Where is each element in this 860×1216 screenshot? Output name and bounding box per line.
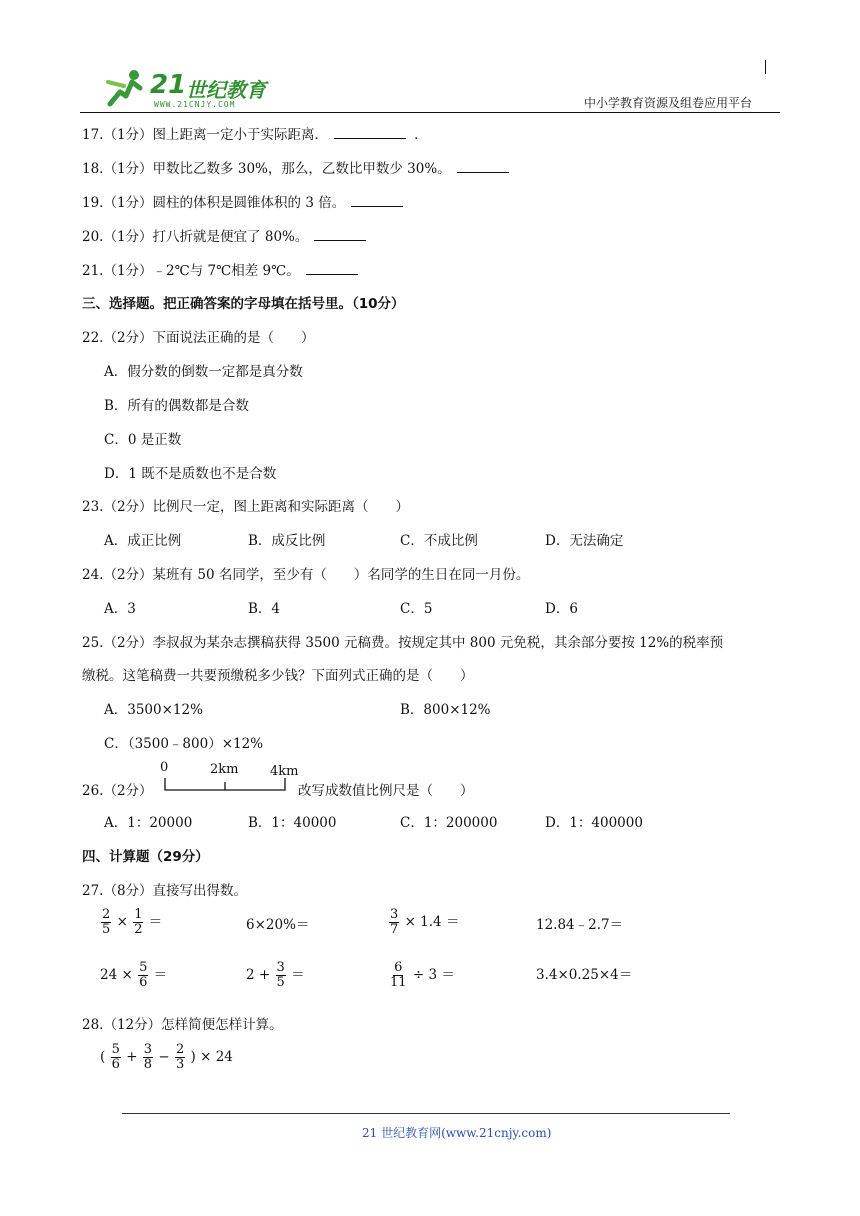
- question-25-line1: 25.（2分）李叔叔为某杂志撰稿获得 3500 元稿费。按规定其中 800 元免税，其余部分要按 12%的税率预: [82, 635, 724, 651]
- question-18: 18.（1分）甲数比乙数多 30%，那么，乙数比甲数少 30%。: [82, 157, 509, 177]
- question-27: 27.（8分）直接写出得数。: [82, 883, 248, 899]
- scale-label-2km: 2km: [210, 762, 239, 777]
- q24-option-c: C．5: [400, 601, 433, 617]
- question-26-suffix: 改写成数值比例尺是（ ）: [298, 783, 474, 799]
- calc-q28-expression: ( $\frac{5}{6}$ + $\frac{3}{8}$ − $\frac{2}{3}$ ) × 24: [100, 1042, 233, 1072]
- q26-option-a: A．1：20000: [104, 815, 193, 831]
- q22-option-d: D．1 既不是质数也不是合数: [104, 466, 277, 482]
- q25-option-a: A．3500×12%: [104, 702, 203, 718]
- logo-text: 世纪教育: [186, 78, 266, 102]
- footer-line: [122, 1113, 730, 1114]
- scale-label-0: 0: [160, 760, 169, 775]
- calc-r2c4: 3.4×0.25×4＝: [536, 967, 633, 983]
- header-line: [80, 112, 780, 113]
- q23-option-d: D．无法确定: [545, 533, 624, 549]
- q26-option-c: C．1：200000: [400, 815, 498, 831]
- calc-r2c3: $\frac{6}{11}$ ÷ 3 ＝: [390, 960, 455, 990]
- question-25-line2: 缴税。这笔稿费一共要预缴税多少钱？下面列式正确的是（ ）: [82, 668, 474, 684]
- question-23: 23.（2分）比例尺一定，图上距离和实际距离（ ）: [82, 499, 410, 515]
- question-17: 17.（1分）图上距离一定小于实际距离． ．: [82, 127, 428, 143]
- header-platform: 中小学教育资源及组卷应用平台: [584, 96, 753, 110]
- calc-r1c1: $\frac{2}{5}$ × $\frac{1}{2}$ ＝: [102, 907, 163, 937]
- q23-option-b: B．成反比例: [248, 533, 326, 549]
- section-4-title: 四、计算题（29分）: [82, 849, 209, 865]
- runner-logo-icon: [104, 68, 148, 108]
- question-24: 24.（2分）某班有 50 名同学，至少有（ ）名同学的生日在同一月份。: [82, 567, 530, 583]
- q24-option-d: D．6: [545, 601, 578, 617]
- q25-option-b: B．800×12%: [400, 702, 491, 718]
- q26-option-b: B．1：40000: [248, 815, 337, 831]
- q23-option-a: A．成正比例: [104, 533, 182, 549]
- logo-number: 21: [150, 70, 187, 100]
- q22-option-a: A．假分数的倒数一定都是真分数: [104, 364, 303, 380]
- q24-option-b: B．4: [248, 601, 281, 617]
- calc-r1c2: 6×20%＝: [246, 917, 310, 933]
- question-21: 21.（1分）﹣2℃与 7℃相差 9℃。: [82, 259, 358, 279]
- scale-label-4km: 4km: [270, 764, 299, 779]
- scale-bar-icon: [164, 778, 288, 792]
- logo-url: WWW.21CNJY.COM: [154, 100, 236, 109]
- q24-option-a: A．3: [104, 601, 136, 617]
- q22-option-c: C．0 是正数: [104, 432, 182, 448]
- q22-option-b: B．所有的偶数都是合数: [104, 398, 249, 414]
- calc-r2c1: 24 × $\frac{5}{6}$ ＝: [100, 960, 168, 990]
- header-logo: [104, 66, 284, 110]
- calc-r1c3: $\frac{3}{7}$ × 1.4 ＝: [390, 907, 460, 937]
- question-19: 19.（1分）圆柱的体积是圆锥体积的 3 倍。: [82, 191, 403, 211]
- calc-r2c2: 2 + $\frac{3}{5}$ ＝: [246, 960, 305, 990]
- q23-option-c: C．不成比例: [400, 533, 478, 549]
- calc-r1c4: 12.84﹣2.7＝: [536, 917, 624, 933]
- q25-option-c: C．（3500﹣800）×12%: [104, 736, 264, 752]
- header-divider-mark: [765, 60, 766, 74]
- section-3-title: 三、选择题。把正确答案的字母填在括号里。（10分）: [82, 296, 405, 312]
- q26-option-d: D．1：400000: [545, 815, 643, 831]
- question-26-prefix: 26.（2分）: [82, 783, 153, 799]
- question-22: 22.（2分）下面说法正确的是（ ）: [82, 330, 315, 346]
- question-28: 28.（12分）怎样简便怎样计算。: [82, 1017, 283, 1033]
- line-scale: [160, 760, 300, 796]
- question-20: 20.（1分）打八折就是便宜了 80%。: [82, 225, 366, 245]
- footer-text: 21 世纪教育网(www.21cnjy.com): [362, 1126, 552, 1140]
